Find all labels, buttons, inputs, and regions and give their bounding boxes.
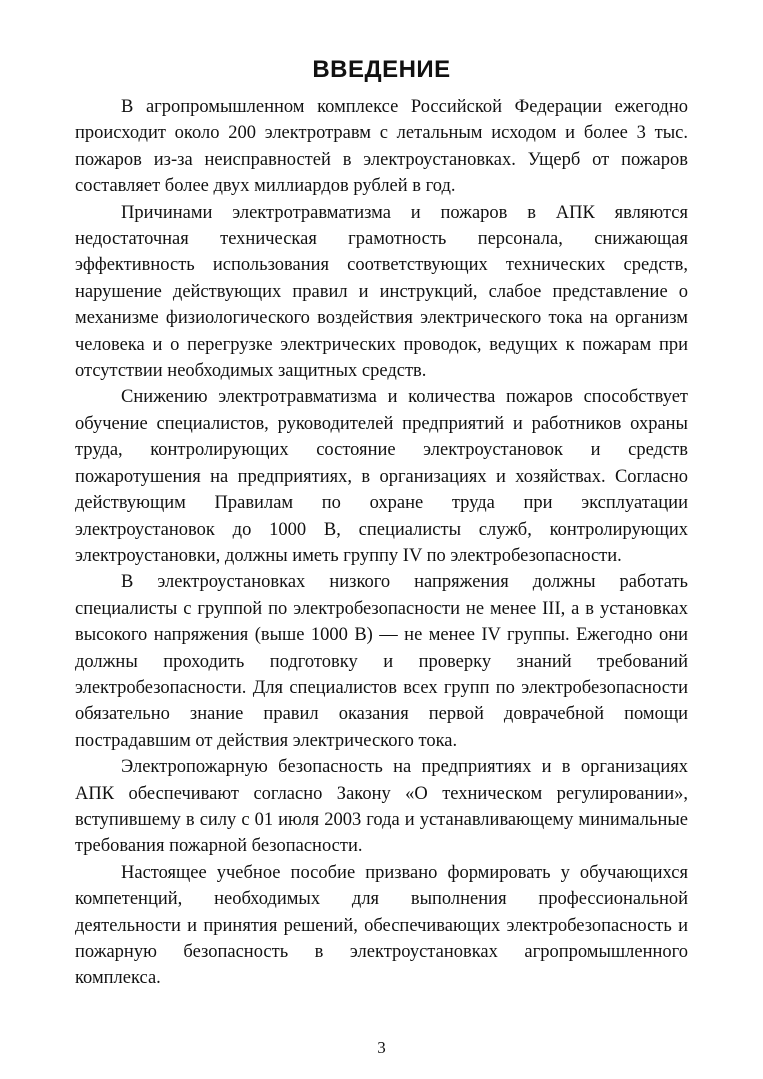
body-text (75, 94, 688, 992)
paragraph-4: В электроустановках низкого напряжения должны работать специалисты с группой по электробезопасности не менее III, а в установках высокого напряжения (выше 1000 В) — не менее IV группы. Ежегодно они должны проходить подготовку и проверку знаний требований электробезопасности. Для специалистов всех групп по электробезопасности обязательно знание правил оказания первой доврачебной помощи пострадавшим от действия электрического тока. (75, 572, 688, 751)
paragraph-3: Снижению электротравматизма и количества пожаров способствует обучение специалистов, руководителей предприятий и работников охраны труда, контролирующих состояние электроустановок и средств пожаротушения на предприятиях, в организациях и хозяйствах. Согласно действующим Правилам по охране труда при эксплуатации электроустановок до 1000 В, специалисты служб, контролирующих электроустановки, должны иметь группу IV по электробезопасности. (75, 387, 688, 566)
page-number: 3 (377, 1038, 386, 1057)
paragraph-2: Причинами электротравматизма и пожаров в АПК являются недостаточная техническая грамотность персонала, снижающая эффективность использования соответствующих технических средств, нарушение действующих правил и инструкций, слабое представление о механизме физиологического воздействия электрического тока на организм человека и о перегрузке электрических проводок, ведущих к пожарам при отсутствии необходимых защитных средств. (75, 202, 688, 382)
paragraph-1: В агропромышленном комплексе Российской Федерации ежегодно происходит около 200 электротравм с летальным исходом и более 3 тыс. пожаров из-за неисправностей в электроустановках. Ущерб от пожаров составляет более двух миллиардов рублей в год. (75, 97, 688, 197)
paragraph-5: Электропожарную безопасность на предприятиях и в организациях АПК обеспечивают согласно Закону «О техническом регулировании», вступившему в силу с 01 июля 2003 года и устанавливающему минимальные требования пожарной безопасности. (75, 757, 688, 857)
page-title: ВВЕДЕНИЕ (312, 56, 451, 83)
paragraph-6: Настоящее учебное пособие призвано формировать у обучающихся компетенций, необходимых для выполнения профессиональной деятельности и принятия решений, обеспечивающих электробезопасность и пожарную безопасность в электроустановках агропромышленного комплекса. (75, 862, 688, 989)
